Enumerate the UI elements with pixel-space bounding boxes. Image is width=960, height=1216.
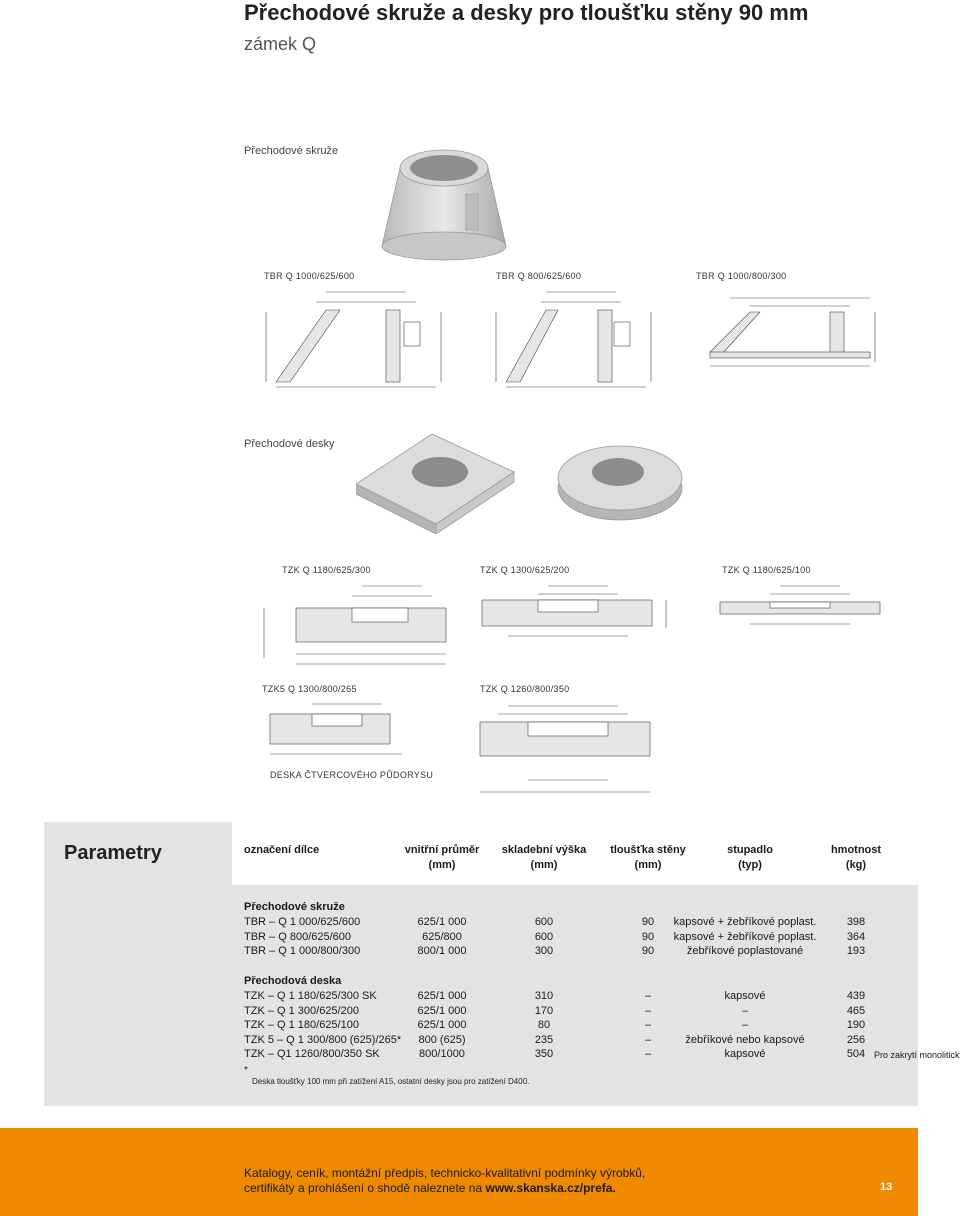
section-label-slabs: Přechodové desky [244,438,335,450]
col-header-name: označení dílce [244,844,320,856]
cell-name: TBR – Q 1 000/625/600 [244,916,361,928]
section-label-rings: Přechodové skruže [244,145,339,157]
cell-height: 235 [534,1033,554,1046]
cell-wall: – [644,990,652,1002]
drawing-label-slab1: TZK Q 1180/625/300 [282,565,371,575]
cell-step: kapsové + žebříkové poplast. [673,916,817,928]
cell-diam: 800/1 000 [417,945,467,957]
cell-name: TZK – Q 1 180/625/100 [244,1019,359,1031]
cell-wall: – [644,1004,652,1017]
ring3-technical-drawing [690,282,886,382]
drawing-label-slab5: TZK Q 1260/800/350 [480,684,570,694]
cell-name: TZK – Q 1 180/625/300 SK [244,990,377,1002]
cell-height: 600 [534,930,554,943]
ring-3d-illustration [380,138,510,266]
slab3-technical-drawing [700,578,890,638]
cell-diam: 800 (625) [418,1033,466,1046]
cell-weight: 465 [846,1004,866,1017]
footnote-text: Deska tloušťky 100 mm při zatížení A15, ostatní desky jsou pro zatížení D400. [252,1077,530,1086]
round-slab-3d-illustration [556,428,686,528]
drawing-label-slab4: TZK5 Q 1300/800/265 [262,684,357,694]
cell-step: kapsové [724,990,766,1002]
cell-step: žebříkové poplastované [686,945,804,957]
page-title: Přechodové skruže a desky pro tloušťku stěny 90 mm [244,0,809,25]
cell-step: žebříkové nebo kapsové [685,1033,805,1046]
drawing-label-slab3: TZK Q 1180/625/100 [722,565,811,575]
cell-diam: 625/1 000 [417,990,467,1002]
cell-wall: – [644,1048,652,1060]
cell-weight: 256 [846,1033,866,1046]
cell-name: TZK 5 – Q 1 300/800 (625)/265* [244,1033,402,1046]
cell-wall: 90 [641,945,655,957]
row-extra-note: Pro zakrytí monolitick [874,1050,960,1060]
cell-weight: 398 [846,916,866,928]
cell-name: TZK – Q 1 300/625/200 [244,1004,359,1017]
square-slab-3d-illustration [356,430,516,534]
col-header-height: skladební výška (mm) [501,844,587,871]
cell-height: 80 [537,1019,551,1031]
cell-weight: 504 [846,1048,866,1060]
cell-wall: 90 [641,930,655,943]
group-label-rings: Přechodové skruže [244,901,345,913]
slab2-technical-drawing [478,578,684,648]
footnote-asterisk: * [244,1065,248,1076]
cell-weight: 439 [846,990,866,1002]
page-subtitle: zámek Q [244,34,317,54]
parameters-heading: Parametry [64,842,162,864]
cell-wall: 90 [641,916,655,928]
cell-diam: 625/800 [422,930,462,943]
cell-step: – [741,1019,749,1031]
cell-name: TBR – Q 1 000/800/300 [244,945,361,957]
footer-text: Katalogy, ceník, montážní předpis, technicko-kvalitativní podmínky výrobků, certifikáty a prohlášení o shodě naleznete na www.skanska.cz/prefa. [244,1166,646,1195]
cell-step: kapsové + žebříkové poplast. [673,930,817,943]
col-header-wall: tloušťka stěny (mm) [610,844,686,871]
cell-step: kapsové [724,1048,766,1060]
cell-diam: 625/1 000 [417,916,467,928]
footer-link[interactable]: www.skanska.cz/prefa. [485,1181,616,1195]
cell-diam: 625/1 000 [417,1004,467,1017]
cell-weight: 190 [846,1019,866,1031]
cell-step: – [741,1004,749,1017]
group-label-slabs: Přechodová deska [244,975,342,987]
cell-diam: 800/1000 [419,1048,465,1060]
ring2-technical-drawing [486,282,662,400]
cell-name: TBR – Q 800/625/600 [244,930,352,943]
cell-weight: 364 [846,930,866,943]
cell-name: TZK – Q1 1260/800/350 SK [244,1048,380,1060]
drawing-label-ring1: TBR Q 1000/625/600 [264,271,355,281]
col-header-diameter: vnitřní průměr (mm) [404,844,480,871]
drawing-label-slab2: TZK Q 1300/625/200 [480,565,570,575]
drawing-label-ring2: TBR Q 800/625/600 [496,271,582,281]
cell-weight: 193 [846,945,866,957]
slab5-technical-drawing [468,696,674,800]
slab4-technical-drawing [262,696,442,768]
cell-wall: – [644,1033,652,1046]
cell-height: 350 [534,1048,554,1060]
col-header-weight: hmotnost (kg) [830,844,882,871]
cell-height: 310 [534,990,554,1002]
drawing-label-ring3: TBR Q 1000/800/300 [696,271,787,281]
cell-height: 170 [534,1004,554,1017]
slab4-note: DESKA ČTVERCOVÉHO PŮDORYSU [270,770,434,780]
cell-height: 300 [534,945,554,957]
ring1-technical-drawing [256,282,456,400]
cell-diam: 625/1 000 [417,1019,467,1031]
page-number: 13 [880,1181,893,1193]
cell-height: 600 [534,916,554,928]
col-header-step: stupadlo (typ) [727,844,773,871]
slab1-technical-drawing [252,578,462,670]
cell-wall: – [644,1019,652,1031]
